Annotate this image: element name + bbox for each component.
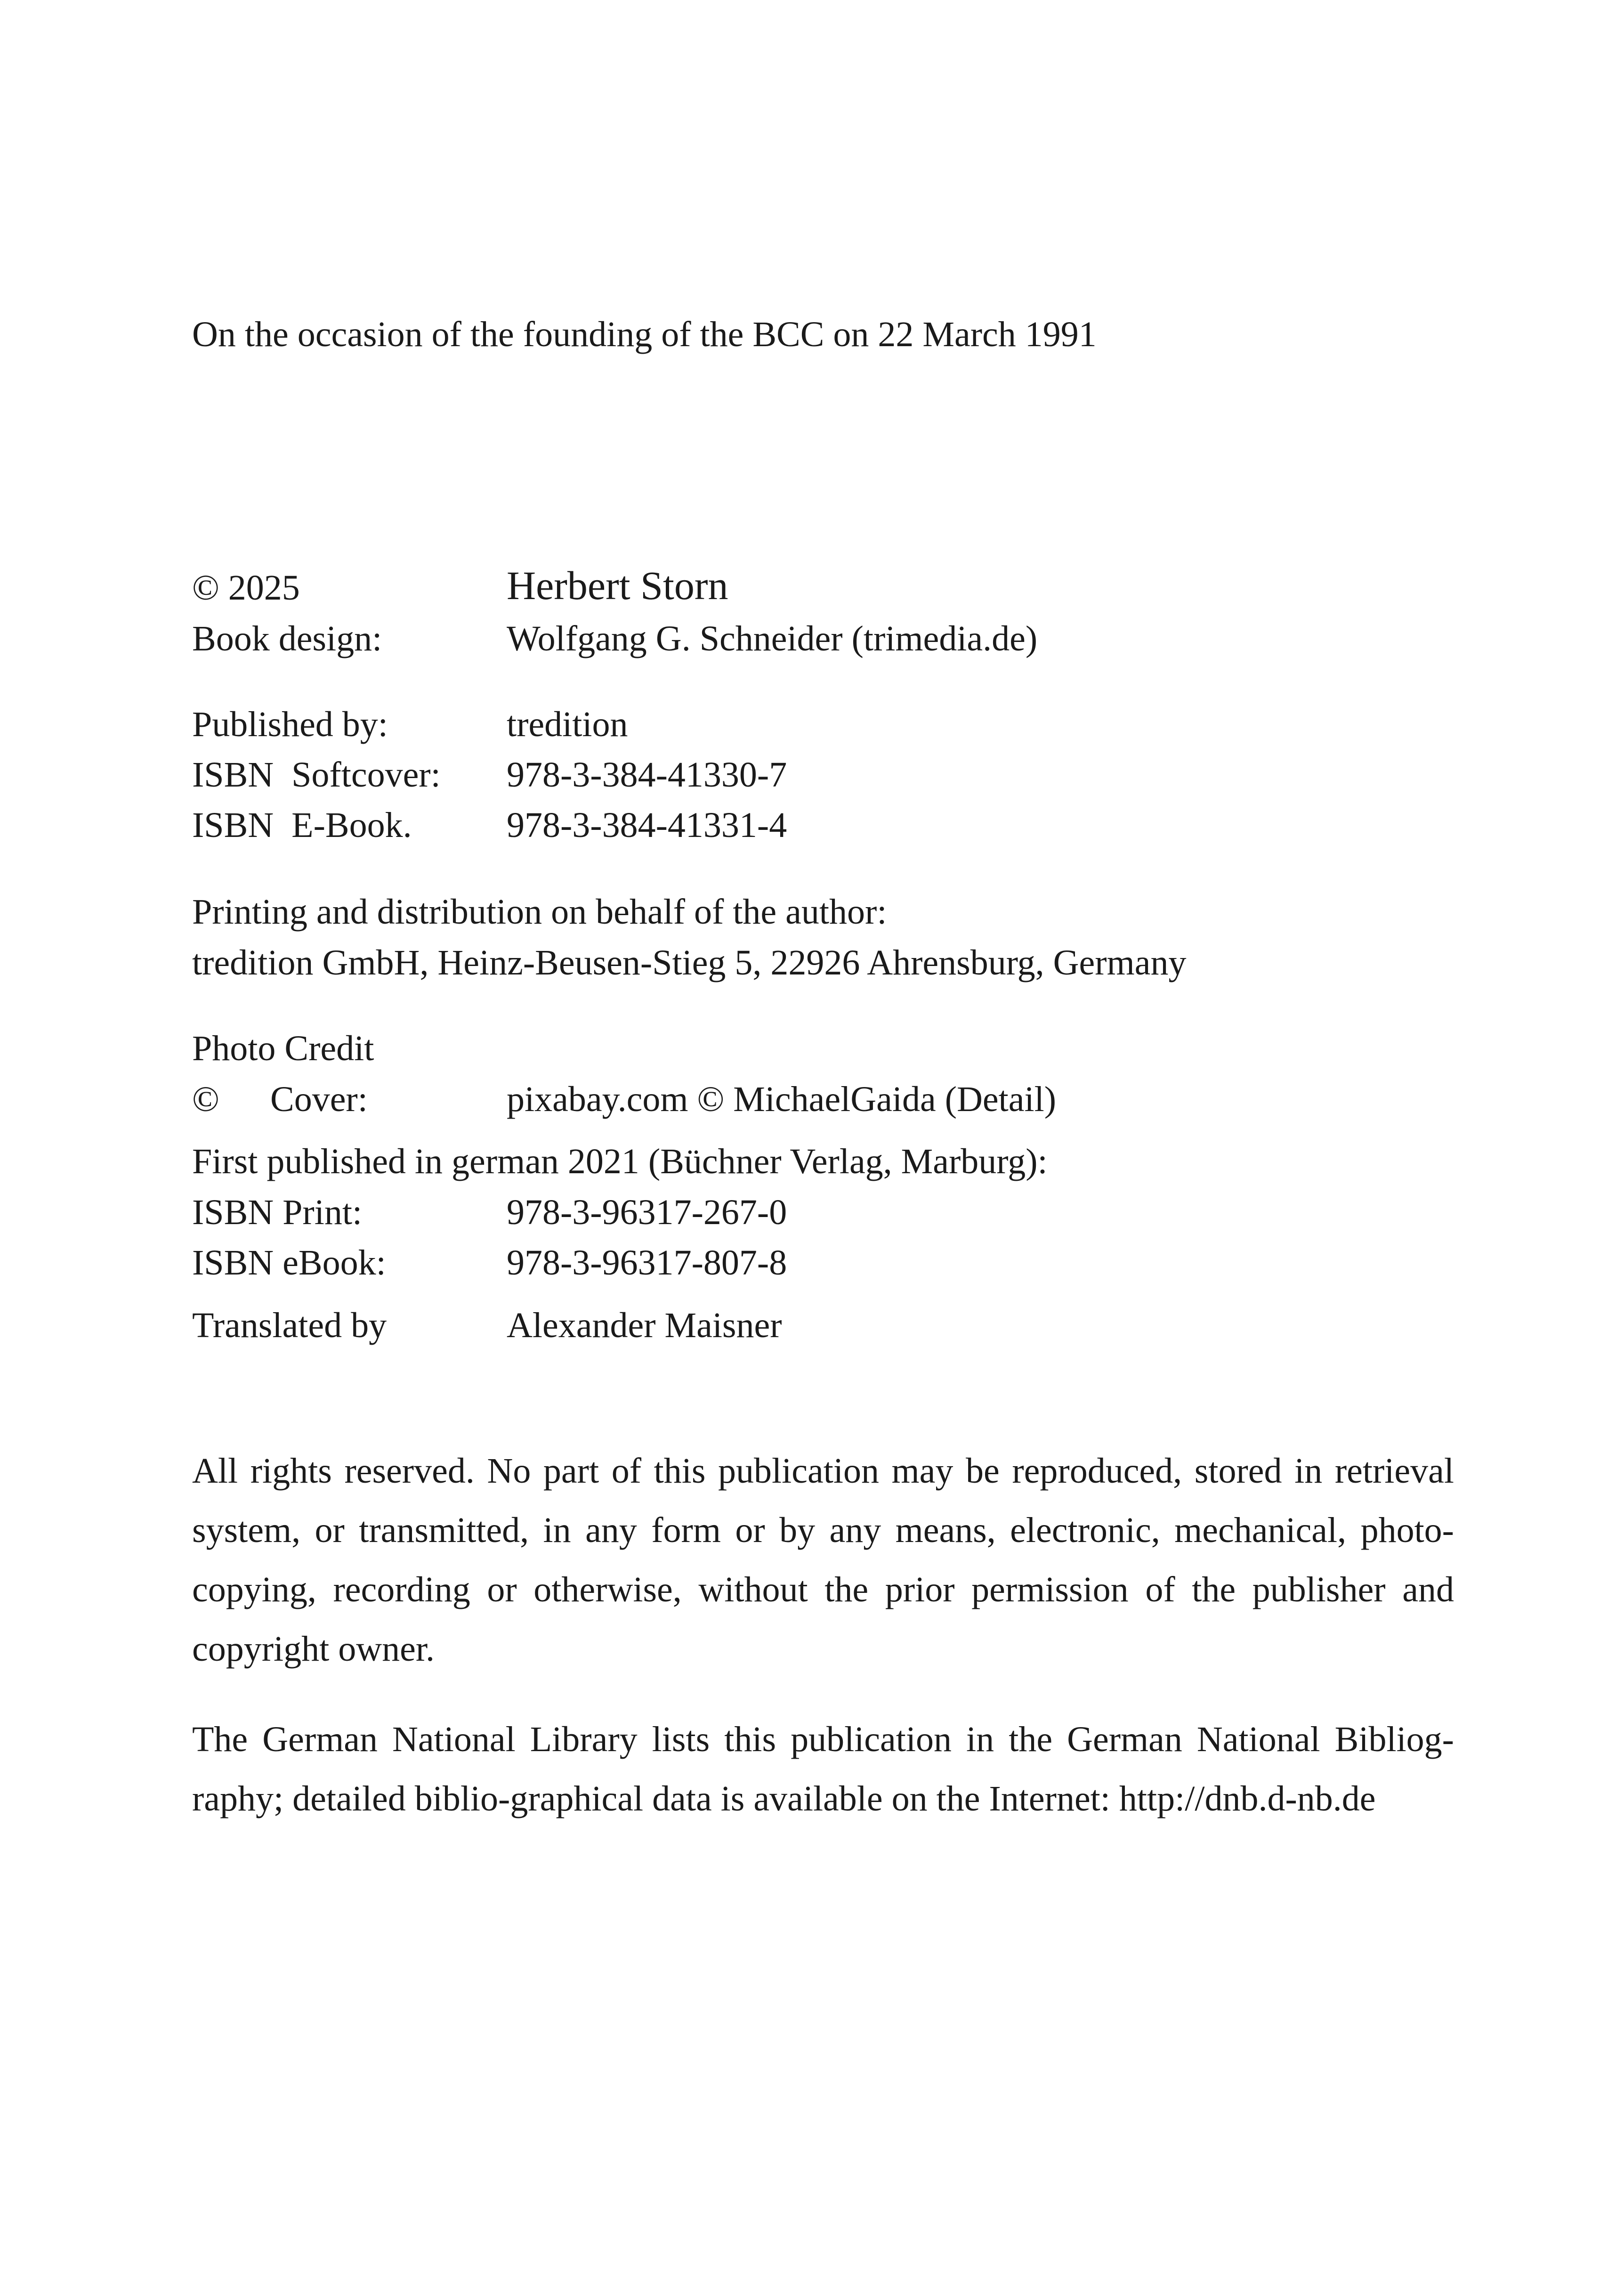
printing-line-2: tredition GmbH, Heinz-Beusen-Stieg 5, 22926 Ahrensburg, Germany xyxy=(192,943,1187,982)
published-by-label: Published by: xyxy=(192,705,388,744)
isbn-print-value: 978-3-96317-267-0 xyxy=(507,1193,787,1232)
library-line: The German National Library lists this publication in the German National Bibliog- xyxy=(192,1720,1454,1759)
dedication-text: On the occasion of the founding of the BCC on 22 March 1991 xyxy=(192,315,1097,354)
cover-label: Cover: xyxy=(270,1080,368,1119)
library-paragraph xyxy=(192,1710,1454,1828)
book-design-value: Wolfgang G. Schneider (trimedia.de) xyxy=(507,619,1038,658)
published-by-value: tredition xyxy=(507,705,628,744)
photo-credit-heading: Photo Credit xyxy=(192,1029,374,1068)
isbn-ebook-first-label: ISBN eBook: xyxy=(192,1243,386,1283)
first-published-heading: First published in german 2021 (Büchner Verlag, Marburg): xyxy=(192,1142,1048,1181)
rights-line: system, or transmitted, in any form or by any means, electronic, mechanical, photo- xyxy=(192,1510,1454,1550)
printing-line-1: Printing and distribution on behalf of the author: xyxy=(192,892,887,932)
isbn-ebook-value: 978-3-384-41331-4 xyxy=(507,805,787,845)
isbn-softcover-label: ISBN Softcover: xyxy=(192,755,441,795)
isbn-print-label: ISBN Print: xyxy=(192,1193,363,1232)
copyright-symbol: © xyxy=(192,1080,219,1119)
isbn-ebook-first-value: 978-3-96317-807-8 xyxy=(507,1243,787,1283)
translator-name: Alexander Maisner xyxy=(507,1306,782,1345)
rights-line: copying, recording or otherwise, without the prior permission of the publisher and xyxy=(192,1570,1454,1609)
library-line: raphy; detailed biblio-graphical data is available on the Internet: http://dnb.d-nb.de xyxy=(192,1779,1376,1818)
author-name: Herbert Storn xyxy=(507,563,728,608)
copyright-label: © 2025 xyxy=(192,568,300,608)
isbn-ebook-label: ISBN E-Book. xyxy=(192,805,412,845)
book-design-label: Book design: xyxy=(192,619,382,658)
isbn-softcover-value: 978-3-384-41330-7 xyxy=(507,755,787,795)
translated-label: Translated by xyxy=(192,1306,387,1345)
rights-line: All rights reserved. No part of this publication may be reproduced, stored in retrieval xyxy=(192,1451,1454,1491)
cover-credit-value: pixabay.com © MichaelGaida (Detail) xyxy=(507,1080,1057,1119)
rights-paragraph xyxy=(192,1441,1454,1679)
rights-line: copyright owner. xyxy=(192,1629,435,1669)
